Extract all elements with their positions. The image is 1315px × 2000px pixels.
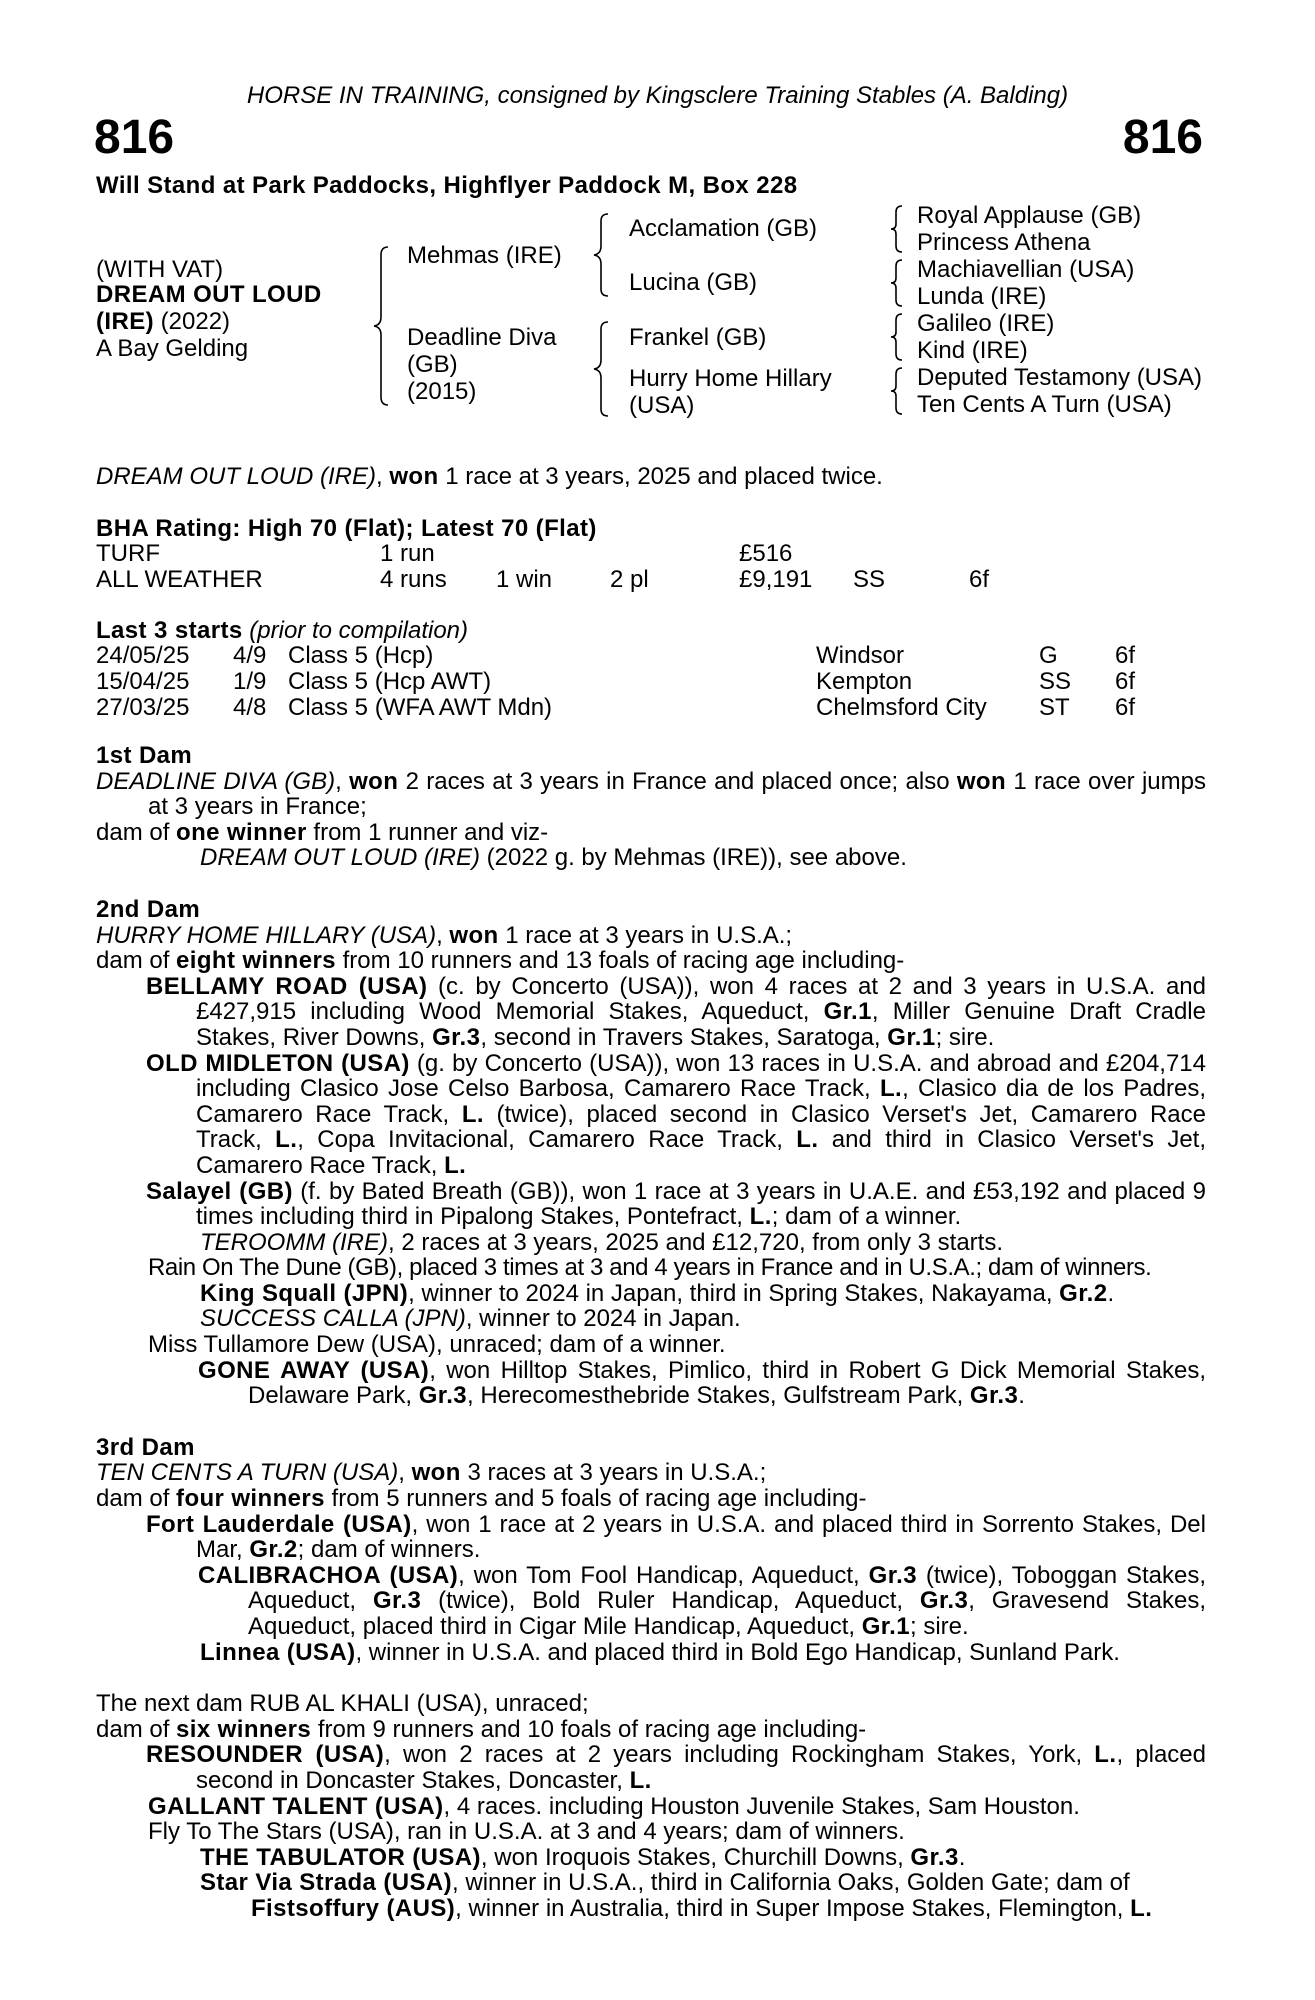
produce-fort-lauderdale xyxy=(96,1512,1206,1563)
produce-king-squall xyxy=(96,1281,1206,1307)
text: (twice), Bold Ruler Handicap, Aqueduct, xyxy=(421,1587,920,1615)
horse-year: (2022) xyxy=(154,308,231,335)
start-position: 4/8 xyxy=(233,694,267,721)
pedigree-dam-country: (GB) xyxy=(407,351,458,378)
text: , Clasico dia de los Padres, Camarero Race Track, xyxy=(196,1075,1207,1128)
pedigree-brace-dd xyxy=(888,366,906,416)
grade: L. xyxy=(275,1126,298,1154)
text: ; sire. xyxy=(910,1613,969,1640)
rating-surface: TURF xyxy=(96,540,160,567)
grade: L. xyxy=(879,1075,903,1103)
produce-salayel xyxy=(96,1179,1206,1230)
text: , won Tom Fool Handicap, Aqueduct, xyxy=(458,1561,869,1589)
text: ; sire. xyxy=(935,1023,995,1051)
produce-linnea xyxy=(96,1640,1206,1666)
grade: L. xyxy=(1094,1741,1117,1769)
won-word: won xyxy=(956,767,1007,795)
grade: L. xyxy=(444,1151,467,1179)
produce-gone-away xyxy=(96,1358,1206,1409)
text: , won Hilltop Stakes, Pimlico, third in Robert G Dick Memorial Stakes, Delaware Park, xyxy=(248,1356,1206,1410)
grade: Gr.3 xyxy=(418,1382,468,1410)
text: (c. by Concerto (USA)), won 4 races at 2 and 3 years in U.S.A. and £427,915 including Wood Memorial Stakes, Aqueduct, xyxy=(196,972,1206,1026)
second-dam-name: HURRY HOME HILLARY (USA) xyxy=(96,921,437,949)
horse-name-country xyxy=(96,309,230,335)
rating-prize: £516 xyxy=(739,540,793,567)
first-dam-heading: 1st Dam xyxy=(96,742,193,769)
lot-number-right: 816 xyxy=(1122,111,1203,164)
next-dam-record: The next dam RUB AL KHALI (USA), unraced; xyxy=(96,1690,589,1718)
stabling-location: Will Stand at Park Paddocks, Highflyer Paddock M, Box 228 xyxy=(96,172,798,199)
summary-horse: DREAM OUT LOUD (IRE) xyxy=(96,463,377,490)
produce-success-calla xyxy=(96,1306,1206,1332)
start-course: Windsor xyxy=(816,642,905,669)
text: and third in Clasico Verset's Jet, Camarero Race Track, xyxy=(196,1126,1206,1179)
text: , winner to 2024 in Japan, third in Spring Stakes, Nakayama, xyxy=(408,1279,1060,1307)
won-word: won xyxy=(449,921,499,949)
pedigree-brace-ss xyxy=(888,204,906,254)
lot-number-left: 816 xyxy=(94,111,175,164)
pedigree-dds: Deputed Testamony (USA) xyxy=(917,364,1203,391)
second-dam-produce-summary xyxy=(96,948,1206,974)
text: , second in Travers Stakes, Saratoga, xyxy=(480,1023,888,1051)
text: . xyxy=(1018,1382,1025,1410)
grade: Gr.2 xyxy=(1059,1279,1108,1307)
summary-won: won xyxy=(389,463,439,490)
produce-name: King Squall (JPN) xyxy=(200,1279,409,1307)
produce-calibrachoa xyxy=(96,1563,1206,1640)
grade: L. xyxy=(461,1100,484,1128)
rating-going: SS xyxy=(853,566,886,593)
text: ; dam of a winner. xyxy=(771,1203,962,1231)
produce-name: DREAM OUT LOUD (IRE) xyxy=(200,844,481,872)
rating-surface: ALL WEATHER xyxy=(96,566,263,593)
grade: Gr.1 xyxy=(887,1023,936,1051)
produce-resounder xyxy=(96,1742,1206,1793)
grade: Gr.3 xyxy=(868,1561,917,1589)
pedigree-dss: Galileo (IRE) xyxy=(917,310,1055,337)
produce-name: BELLAMY ROAD (USA) xyxy=(146,972,428,1000)
produce-name: RESOUNDER (USA) xyxy=(146,1741,385,1769)
first-dam-produce-summary xyxy=(96,820,1206,846)
produce-miss-tullamore-dew: Miss Tullamore Dew (USA), unraced; dam of a winner. xyxy=(148,1331,726,1359)
winners-count: four winners xyxy=(176,1485,325,1513)
text: 3 races at 3 years in U.S.A.; xyxy=(460,1459,767,1487)
grade: Gr.3 xyxy=(372,1587,422,1615)
pedigree-ssd: Princess Athena xyxy=(917,229,1091,256)
text: , winner in U.S.A., third in California Oaks, Golden Gate; dam of xyxy=(452,1869,1130,1897)
text: dam of xyxy=(96,1485,177,1513)
produce-name: CALIBRACHOA (USA) xyxy=(198,1561,459,1589)
pedigree-sire-sire: Acclamation (GB) xyxy=(629,215,818,242)
text: 1 race over jumps at 3 years in France; xyxy=(148,767,1206,821)
pedigree-sire-dam: Lucina (GB) xyxy=(629,269,758,296)
start-race: Class 5 (Hcp) xyxy=(288,642,434,669)
won-word: won xyxy=(349,767,399,795)
text: , Gravesend Stakes, Aqueduct, placed third in Cigar Mile Handicap, Aqueduct, xyxy=(248,1587,1207,1640)
rating-row-allweather xyxy=(96,567,1096,593)
start-row xyxy=(96,669,1196,695)
start-distance: 6f xyxy=(1115,694,1136,721)
third-dam-record: TEN CENTS A TURN (USA), won 3 races at 3 years in U.S.A.; xyxy=(96,1459,767,1487)
rating-runs: 1 run xyxy=(380,540,435,567)
text: dam of xyxy=(96,818,177,846)
text: , winner in Australia, third in Super Impose Stakes, Flemington, xyxy=(455,1894,1131,1922)
grade: Gr.3 xyxy=(919,1587,969,1615)
produce-name: GALLANT TALENT (USA) xyxy=(148,1792,444,1820)
produce-name: TEROOMM (IRE) xyxy=(200,1228,388,1256)
produce-star-via-strada xyxy=(96,1870,1206,1896)
text: dam of xyxy=(96,947,177,975)
pedigree-sds: Machiavellian (USA) xyxy=(917,256,1135,283)
grade: L. xyxy=(1130,1894,1153,1922)
next-dam-produce-summary xyxy=(96,1717,1206,1743)
pedigree-brace-sire xyxy=(591,212,613,298)
last-starts-note: (prior to compilation) xyxy=(242,617,469,644)
pedigree-brace-sd xyxy=(888,258,906,308)
text: (f. by Bated Breath (GB)), won 1 race at 3 years in U.A.E. and £53,192 and placed 9 times including third in Pipalong Stakes, Pontefract, xyxy=(196,1177,1206,1231)
start-course: Kempton xyxy=(816,668,913,695)
horse-country: (IRE) xyxy=(96,308,154,335)
text: , won Iroquois Stakes, Churchill Downs, xyxy=(480,1843,911,1871)
text: (twice), Toboggan Stakes, Aqueduct, xyxy=(248,1561,1207,1615)
text: . xyxy=(958,1843,966,1871)
start-race: Class 5 (Hcp AWT) xyxy=(288,668,492,695)
produce-name: Fort Lauderdale (USA) xyxy=(146,1510,412,1538)
race-summary: DREAM OUT LOUD (IRE), won 1 race at 3 years, 2025 and placed twice. xyxy=(96,463,883,490)
start-date: 15/04/25 xyxy=(96,668,190,695)
start-going: ST xyxy=(1039,694,1070,721)
text: , Copa Invitacional, Camarero Race Track, xyxy=(297,1126,797,1154)
text: 1 race at 3 years in U.S.A.; xyxy=(498,921,793,949)
vat-note: (WITH VAT) xyxy=(96,256,224,283)
winners-count: one winner xyxy=(176,818,307,846)
text: (2022 g. by Mehmas (IRE)), see above. xyxy=(480,844,907,872)
grade: L. xyxy=(796,1126,819,1154)
text: , winner to 2024 in Japan. xyxy=(465,1305,741,1333)
start-position: 4/9 xyxy=(233,642,267,669)
consignment-line: HORSE IN TRAINING, consigned by Kingsclere Training Stables (A. Balding) xyxy=(246,82,1069,109)
text: , won 2 races at 2 years including Rockingham Stakes, York, xyxy=(384,1741,1095,1769)
start-row xyxy=(96,695,1196,721)
text: 2 races at 3 years in France and placed once; also xyxy=(398,767,957,795)
produce-name: GONE AWAY (USA) xyxy=(198,1356,430,1384)
grade: Gr.3 xyxy=(969,1382,1019,1410)
second-dam-heading: 2nd Dam xyxy=(96,895,201,923)
pedigree-dsd: Kind (IRE) xyxy=(917,337,1028,364)
winners-count: eight winners xyxy=(176,947,336,975)
grade: Gr.3 xyxy=(432,1023,481,1051)
pedigree-ddd: Ten Cents A Turn (USA) xyxy=(917,391,1172,418)
produce-name: Fistsoffury (AUS) xyxy=(251,1894,456,1922)
first-dam-produce xyxy=(96,845,1206,871)
won-word: won xyxy=(411,1459,461,1487)
last-starts-title: Last 3 starts xyxy=(96,617,243,644)
produce-old-midleton xyxy=(96,1051,1206,1179)
produce-name: Linnea (USA) xyxy=(200,1638,356,1666)
start-position: 1/9 xyxy=(233,668,267,695)
text: , xyxy=(335,767,350,795)
grade: Gr.3 xyxy=(910,1843,959,1871)
start-distance: 6f xyxy=(1115,668,1136,695)
pedigree-dam-dam: Hurry Home Hillary xyxy=(629,365,832,392)
winners-count: six winners xyxy=(176,1715,312,1743)
produce-gallant-talent xyxy=(96,1794,1206,1820)
text: , Herecomesthebride Stakes, Gulfstream Park, xyxy=(467,1382,970,1410)
last-starts-heading xyxy=(96,618,468,644)
second-dam-record: HURRY HOME HILLARY (USA), won 1 race at 3 years in U.S.A.; xyxy=(96,921,793,949)
pedigree-sire: Mehmas (IRE) xyxy=(407,242,562,269)
start-row xyxy=(96,643,1196,669)
text: from 5 runners and 5 foals of racing age including- xyxy=(324,1485,867,1513)
produce-rain-on-the-dune: Rain On The Dune (GB), placed 3 times at 3 and 4 years in France and in U.S.A.; dam of winners. xyxy=(148,1254,1152,1282)
horse-description: A Bay Gelding xyxy=(96,335,249,362)
produce-bellamy-road xyxy=(96,974,1206,1051)
summary-rest: 1 race at 3 years, 2025 and placed twice. xyxy=(438,463,883,490)
grade: Gr.1 xyxy=(823,998,872,1026)
pedigree-brace-dam xyxy=(591,320,613,418)
start-race: Class 5 (WFA AWT Mdn) xyxy=(288,694,553,721)
pedigree-sss: Royal Applause (GB) xyxy=(917,202,1142,229)
start-date: 27/03/25 xyxy=(96,694,190,721)
grade: L. xyxy=(749,1203,772,1231)
start-going: SS xyxy=(1039,668,1072,695)
produce-name: OLD MIDLETON (USA) xyxy=(146,1049,410,1077)
text: dam of xyxy=(96,1715,177,1743)
third-dam-produce-summary xyxy=(96,1486,1206,1512)
text: ; dam of winners. xyxy=(297,1536,481,1564)
third-dam-name: TEN CENTS A TURN (USA) xyxy=(96,1459,399,1487)
rating-distance: 6f xyxy=(969,566,990,593)
start-date: 24/05/25 xyxy=(96,642,190,669)
produce-name: Salayel (GB) xyxy=(146,1177,293,1205)
produce-the-tabulator xyxy=(96,1845,1206,1871)
text: (g. by Concerto (USA)), won 13 races in U.S.A. and abroad and £204,714 including Clasico Jose Celso Barbosa, Camarero Race Track, xyxy=(196,1049,1206,1103)
rating-prize: £9,191 xyxy=(739,566,813,593)
bha-rating: BHA Rating: High 70 (Flat); Latest 70 (Flat) xyxy=(96,515,597,542)
produce-name: THE TABULATOR (USA) xyxy=(200,1843,481,1871)
produce-teroomm xyxy=(96,1230,1206,1256)
text: , winner in U.S.A. and placed third in Bold Ego Handicap, Sunland Park. xyxy=(355,1638,1120,1666)
start-course: Chelmsford City xyxy=(816,694,987,721)
first-dam-record xyxy=(96,769,1206,820)
grade: Gr.1 xyxy=(861,1613,911,1640)
pedigree-dam-sire: Frankel (GB) xyxy=(629,324,767,351)
produce-name: SUCCESS CALLA (JPN) xyxy=(200,1305,466,1333)
rating-placed: 2 pl xyxy=(610,566,649,593)
pedigree-dam-year: (2015) xyxy=(407,378,477,405)
rating-row-turf xyxy=(96,541,1096,567)
pedigree-brace-ds xyxy=(888,312,906,362)
produce-fly-to-the-stars: Fly To The Stars (USA), ran in U.S.A. at 3 and 4 years; dam of winners. xyxy=(148,1818,905,1846)
rating-runs: 4 runs xyxy=(380,566,447,593)
text: from 10 runners and 13 foals of racing age including- xyxy=(335,947,905,975)
rating-wins: 1 win xyxy=(496,566,553,593)
first-dam-name: DEADLINE DIVA (GB) xyxy=(96,767,336,795)
text: , Miller Genuine Draft Cradle Stakes, River Downs, xyxy=(196,998,1206,1051)
pedigree-dam: Deadline Diva xyxy=(407,324,557,351)
produce-name: Star Via Strada (USA) xyxy=(200,1869,453,1897)
text: , 2 races at 3 years, 2025 and £12,720, from only 3 starts. xyxy=(387,1228,1003,1256)
horse-name: DREAM OUT LOUD xyxy=(96,281,322,308)
pedigree-sdd: Lunda (IRE) xyxy=(917,283,1047,310)
text: (twice), placed second in Clasico Verset's Jet, Camarero Race Track, xyxy=(196,1100,1207,1154)
pedigree-dam-dam-country: (USA) xyxy=(629,392,695,419)
start-distance: 6f xyxy=(1115,642,1136,669)
family-section xyxy=(96,743,1206,1922)
start-going: G xyxy=(1039,642,1058,669)
text: from 9 runners and 10 foals of racing age including- xyxy=(311,1715,867,1743)
produce-fistsoffury xyxy=(96,1896,1206,1922)
pedigree-brace-main xyxy=(370,245,394,407)
text: , placed second in Doncaster Stakes, Doncaster, xyxy=(196,1741,1206,1794)
text: from 1 runner and viz- xyxy=(306,818,549,846)
text: . xyxy=(1107,1279,1115,1307)
grade: L. xyxy=(629,1766,652,1794)
text: , 4 races. including Houston Juvenile Stakes, Sam Houston. xyxy=(443,1792,1080,1820)
third-dam-heading: 3rd Dam xyxy=(96,1433,195,1461)
grade: Gr.2 xyxy=(249,1536,298,1564)
text: , won 1 race at 2 years in U.S.A. and placed third in Sorrento Stakes, Del Mar, xyxy=(196,1510,1206,1564)
